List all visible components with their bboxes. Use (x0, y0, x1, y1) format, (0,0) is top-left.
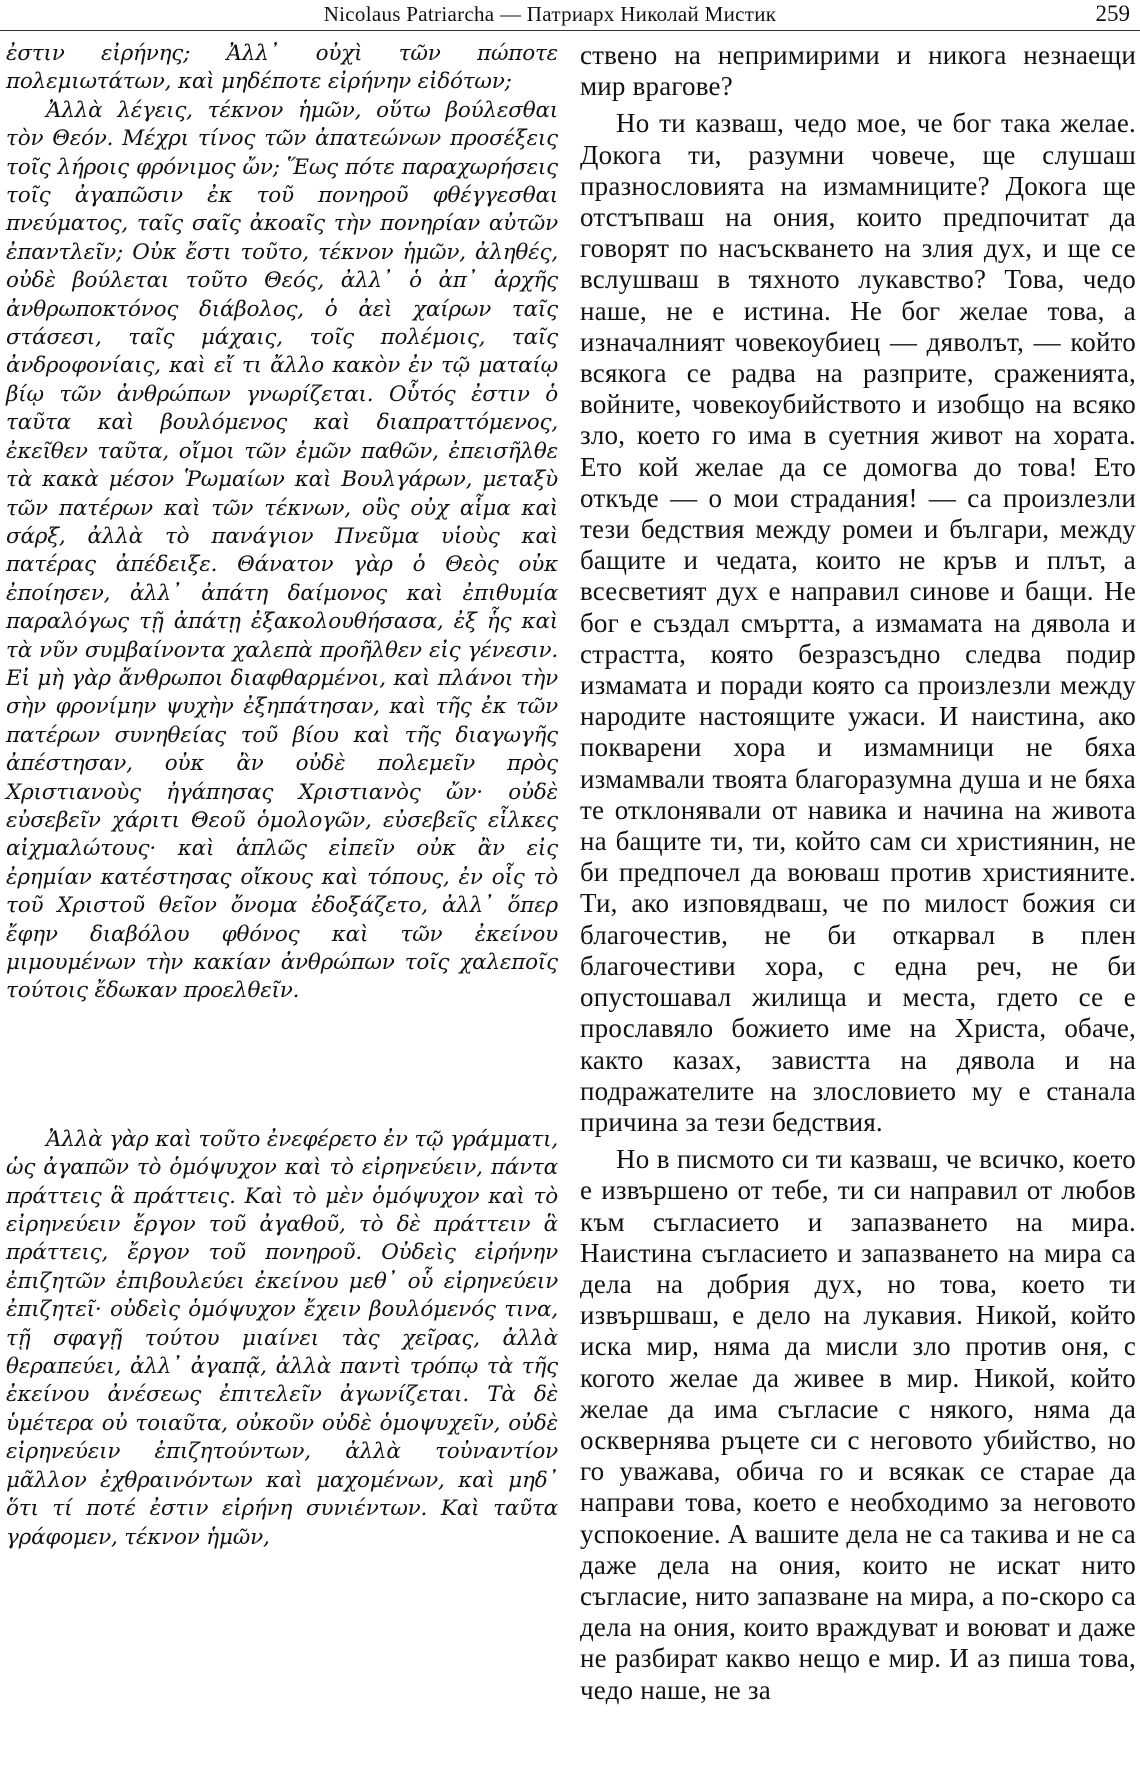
greek-paragraph: Ἀλλὰ λέγεις, τέκνον ἡμῶν, οὕτω βούλεσθαι τὸν Θεόν. Μέχρι τίνος τῶν ἀπατεώνων προσέξεις τοῖς λήροις φρόνιμος ὤν; Ἕως πότε παραχωρήσεις τοῖς ἀγαπῶσιν ἐκ τοῦ πονηροῦ φθέγγεσθαι πνεύματος, ταῖς σαῖς ἀκοαῖς τὴν πονηρίαν αὐτῶν ἐπαντλεῖν; Οὐκ ἔστι τοῦτο, τέκνον ἡμῶν, ἀληθές, οὐδὲ βούλεται τοῦτο Θεός, ἀλλ᾽ ὁ ἀπ᾽ ἀρχῆς ἀνθρωποκτόνος διάβολος, ὁ ἀεὶ χαίρων ταῖς στάσεσι, ταῖς μάχαις, τοῖς πολέμοις, ταῖς ἀνδροφονίαις, καὶ εἴ τι ἄλλο κακὸν ἐν τῷ ματαίῳ βίῳ τῶν ἀνθρώπων γνωρίζεται. Οὗτός ἐστιν ὁ ταῦτα καὶ βουλόμενος καὶ διαπραττόμενος, ἐκεῖθεν ταῦτα, οἴμοι τῶν ἐμῶν παθῶν, ἐπεισῆλθε τὰ κακὰ μέσον Ῥωμαίων καὶ Βουλγάρων, μεταξὺ τῶν πατέρων καὶ τῶν τέκνων, οὓς οὐχ αἷμα καὶ σάρξ, ἀλλὰ τὸ πανάγιον Πνεῦμα υἱοὺς καὶ πατέρας ἀπέδειξε. Θάνατον γὰρ ὁ Θεὸς οὐκ ἐποίησεν, ἀλλ᾽ ἀπάτη δαίμονος καὶ ἐπιθυμία παραλόγως τῇ ἀπάτῃ ἐξακολουθήσασα, ἐξ ἧς καὶ τὰ νῦν συμβαίνοντα χαλεπὰ προῆλθεν εἰς γένεσιν. Εἰ μὴ γὰρ ἄνθρωποι διαφθαρμένοι, καὶ πλάνοι τὴν σὴν φρονίμην ψυχὴν ἐξηπάτησαν, καὶ τῆς ἐκ τῶν πατέρων συνηθείας τοῦ βίου καὶ τῆς διαγωγῆς ἀπέστησαν, οὐκ ἂν οὐδὲ πολεμεῖν πρὸς Χριστιανοὺς ἠγάπησας Χριστιανὸς ὤν· οὐδὲ εὐσεβεῖν χάριτι Θεοῦ ὁμολογῶν, εὐσεβεῖς εἷλκες αἰχμαλώτους· καὶ ἁπλῶς εἰπεῖν οὐκ ἂν εἰς ἐρημίαν κατέστησας οἴκους καὶ τόπους, ἐν οἷς τὸ τοῦ Χριστοῦ θεῖον ὄνομα ἐδοξάζετο, ἀλλ᾽ ὅπερ ἔφην διαβόλου φθόνος καὶ τῶν ἐκείνου μιμουμένων τὴν κακίαν ἀνθρώπων τοῖς χαλεποῖς τούτοις ἔδωκαν προελθεῖν. (6, 97, 558, 1004)
page-number: 259 (1095, 1, 1130, 26)
greek-paragraph: ἐστιν εἰρήνης; Ἀλλ᾽ οὐχὶ τῶν πώποτε πολεμιωτάτων, καὶ μηδέποτε εἰρήνην εἰδότων; (6, 41, 558, 95)
bulgarian-paragraph: Но ти казваш, чедо мое, че бог така желае. Докога ти, разумни човече, ще слушаш празнословията на измамниците? Докога ще отстъпваш на ония, които предпочитат да говорят по насъскването на злия дух, и ще се вслушваш в тяхното лукавство? Това, чедо наше, не е истина. Не бог желае това, а изначалният човекоубиец — дяволът, — който всякога се радва на разприте, сраженията, войните, човекоубийството и изобщо на всяко зло, което го има в суетния живот на хората. Ето кой желае да се домогва до това! Ето откъде — о мои страдания! — са произлезли тези бедствия между ромеи и българи, между бащите и чедата, които не кръв и плът, а всесветият дух е направил синове и бащи. Не бог е създал смъртта, а измамата на дявола и страстта, която безразсъдно следва подир измамата и поради която са произлезли между народите настоящите ужаси. И наистина, ако покварени хора и измамници не бяха измамвали твоята благоразумна душа и не бяха те отклонявали от навика и начина на живота на бащите ти, ти, който сам си християнин, не би предпочел да воюваш против християните. Ти, ако изповядваш, че по милост божия си благочестив, не би откарвал в плен благочестиви хора, с една реч, не би опустошавал жилища и места, гдето се е прославяло божието име на Христа, обаче, както казах, завистта на дявола и на подражателите на злословието му е станала причина за тези бедствия. (580, 108, 1136, 1137)
greek-text-column (6, 40, 558, 1552)
greek-paragraph: Ἀλλὰ γὰρ καὶ τοῦτο ἐνεφέρετο ἐν τῷ γράμματι, ὡς ἀγαπῶν τὸ ὁμόψυχον καὶ τὸ εἰρηνεύειν, πάντα πράττεις ἃ πράττεις. Καὶ τὸ μὲν ὁμόψυχον καὶ τὸ εἰρηνεύειν ἔργον τοῦ ἀγαθοῦ, τὸ δὲ πράττειν ἃ πράττεις, ἔργον τοῦ πονηροῦ. Οὐδεὶς εἰρήνην ἐπιζητῶν ἐπιβουλεύει ἐκείνου μεθ᾽ οὗ εἰρηνεύειν ἐπιζητεῖ· οὐδεὶς ὁμόψυχον ἔχειν βουλόμενός τινα, τῇ σφαγῇ τούτου μιαίνει τὰς χεῖρας, ἀλλὰ θεραπεύει, ἀλλ᾽ ἀγαπᾷ, ἀλλὰ παντὶ τρόπῳ τὰ τῆς ἐκείνου ἀνέσεως ἐπιτελεῖν ἀγωνίζεται. Τὰ δὲ ὑμέτερα οὐ τοιαῦτα, οὐκοῦν οὐδὲ ὁμοψυχεῖν, οὐδὲ εἰρηνεύειν ἐπιζητούντων, ἀλλὰ τοὐναντίον μᾶλλον ἐχθραινόντων καὶ μαχομένων, καὶ μηδ᾽ ὅτι τί ποτέ ἐστιν εἰρήνη συνιέντων. Καὶ ταῦτα γράφομεν, τέκνον ἡμῶν, (6, 1126, 558, 1550)
page-header (0, 0, 1140, 40)
header-rule (0, 30, 1140, 31)
bulgarian-paragraph: ствено на непримирими и никога незнаещи мир врагове? (580, 40, 1136, 102)
bulgarian-paragraph: Но в писмото си ти казваш, че всичко, което е извършено от тебе, ти си направил от любов към съгласието и запазването на мира. Наистина съгласието и запазването на мира са дела на добрия дух, но това, което ти извършваш, е дело на лукавия. Никой, който иска мир, няма да мисли зло против оня, с когото желае да живее в мир. Никой, който желае да има съгласие с някого, няма да осквернява ръцете си с неговото убийство, но го уважава, обича го и всякак се старае да направи това, което е необходимо за неговото успокоение. А вашите дела не са такива и не са даже дела на ония, които не искат нито съгласие, нито запазване на мира, а по-скоро са дела на ония, които враждуват и воюват и даже не разбират какво нещо е мир. И аз пиша това, чедо наше, не за (580, 1144, 1136, 1705)
column-gap (6, 1006, 558, 1126)
running-title: Nicolaus Patriarcha — Патриарх Николай Мистик (323, 2, 777, 26)
bulgarian-text-column (580, 40, 1136, 1706)
